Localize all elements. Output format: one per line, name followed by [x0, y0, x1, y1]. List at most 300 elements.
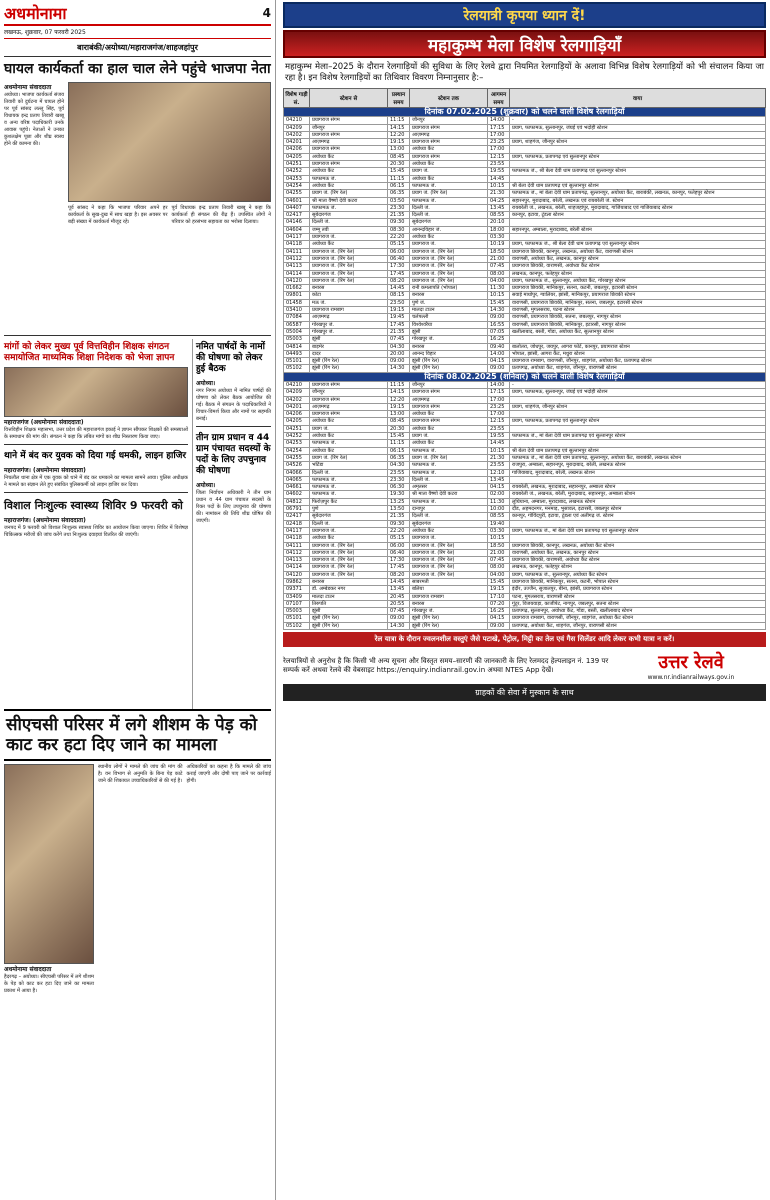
table-cell: 23:25	[488, 403, 510, 410]
table-cell: 23:25	[488, 139, 510, 146]
table-cell: तिरुपति	[310, 600, 388, 607]
table-cell	[510, 146, 766, 153]
table-cell: प्रयागराज संगम	[310, 396, 388, 403]
story1-headline: घायल कार्यकर्ता का हाल चाल लेने पहुंचे भाजपा नेता	[4, 61, 271, 77]
table-cell: 04:15	[488, 358, 510, 365]
table-cell: प्रयागराज जं. (रिंग रेल)	[410, 263, 488, 270]
table-cell: बालोतरा, जोधपुर, जयपुर, आगरा फोर्ट, कानपुर, प्रयागराज स्टेशन	[510, 343, 766, 350]
table-cell: 16:25	[488, 608, 510, 615]
table-row	[284, 131, 766, 138]
table-cell: 04251	[284, 425, 310, 432]
table-cell: 01662	[284, 285, 310, 292]
table-cell: 03410	[284, 307, 310, 314]
table-cell: 09:00	[488, 622, 510, 629]
table-cell: 17:30	[388, 557, 410, 564]
table-row	[284, 255, 766, 262]
table-cell: प्रयाग, फाफामऊ, प्रतापगढ़ एवं सुल्तानपुर स्टेशन	[510, 153, 766, 160]
table-cell: अयोध्या कैंट	[310, 447, 388, 454]
table-cell: 06587	[284, 321, 310, 328]
table-row	[284, 542, 766, 549]
table-cell: प्रयागराज संगम	[310, 117, 388, 124]
northern-railway-url[interactable]: www.nr.indianrailways.gov.in	[647, 674, 735, 682]
table-row	[284, 146, 766, 153]
table-cell: 04812	[284, 498, 310, 505]
table-cell: गोरखपुर जं.	[310, 328, 388, 335]
side1-headline: नमित पार्षदों के नामों की घोषणा को लेकर हुई बैठक	[196, 342, 265, 374]
table-cell: झूंसी	[410, 328, 488, 335]
table-cell: रायबरेली जं., लखनऊ, बरेली, मुरादाबाद, सहारनपुर, अम्बाला स्टेशन	[510, 491, 766, 498]
table-row	[284, 350, 766, 357]
table-cell: 17:10	[488, 593, 510, 600]
table-cell: 15:45	[388, 168, 410, 175]
table-cell	[510, 411, 766, 418]
table-row	[284, 476, 766, 483]
table-cell: 14:15	[388, 124, 410, 131]
table-cell: अयोध्या कैंट	[310, 168, 388, 175]
table-cell: प्रयागराज रामबाग	[410, 593, 488, 600]
table-cell: 04:30	[388, 462, 410, 469]
table-cell: जौनपुर	[310, 389, 388, 396]
table-cell: बलिया	[410, 586, 488, 593]
table-cell: प्रयागराज छिवकी, वाराणसी, अयोध्या कैंट स्टेशन	[510, 557, 766, 564]
table-cell: दिल्ली जं.	[410, 513, 488, 520]
story5-body3: अधिकारियों का कहना है कि मामले की जांच कराई जाएगी और दोषी पाए जाने पर कार्रवाई होगी।	[186, 764, 271, 784]
table-cell: बनारस	[410, 600, 488, 607]
table-cell: अयोध्या कैंट	[310, 241, 388, 248]
table-cell: 04113	[284, 263, 310, 270]
table-row	[284, 513, 766, 520]
table-cell: प्रयागराज जं. (रिंग रेल)	[310, 571, 388, 578]
table-cell: 09:00	[488, 365, 510, 372]
table-cell: गोरखपुर जं.	[410, 608, 488, 615]
table-row	[284, 197, 766, 204]
table-cell: 09862	[284, 579, 310, 586]
table-cell: फाफामऊ जं.	[310, 175, 388, 182]
table-cell: 19:30	[388, 491, 410, 498]
table-cell: 08:00	[488, 564, 510, 571]
table-cell	[510, 440, 766, 447]
table-cell: 04251	[284, 161, 310, 168]
table-row	[284, 328, 766, 335]
table-cell: 04604	[284, 226, 310, 233]
table-cell: फाफामऊ जं.	[310, 204, 388, 211]
story4-body: जनपद में 9 फरवरी को विशाल निःशुल्क स्वास्थ्य शिविर का आयोजन किया जाएगा। शिविर में विशेषज्ञ चिकित्सक मरीजों की जांच करेंगे तथा निःशुल्क दवाइयां वितरित की जाएंगी।	[4, 525, 188, 538]
table-cell: अयोध्या कैंट	[310, 535, 388, 542]
table-row	[284, 622, 766, 629]
table-row	[284, 241, 766, 248]
table-cell	[510, 520, 766, 527]
table-cell: 04253	[284, 440, 310, 447]
table-cell: 05102	[284, 622, 310, 629]
table-cell: जौनपुर	[310, 124, 388, 131]
table-cell: 14:00	[488, 350, 510, 357]
story2-byline: महाराजगंज (अधमोनामा संवाददाता)	[4, 419, 84, 426]
story2-photo	[4, 367, 188, 417]
table-cell: 06:30	[388, 484, 410, 491]
table-cell: प्रयागराज जं. (रिंग रेल)	[310, 248, 388, 255]
table-cell: प्रयाग, फाफामऊ जं., सुल्तानपुर, अयोध्या कैंट, गोरखपुर स्टेशन	[510, 277, 766, 284]
table-cell: प्रयागराज संगम	[410, 139, 488, 146]
table-cell: 23:55	[488, 425, 510, 432]
table-cell: 07084	[284, 314, 310, 321]
table-cell: वाराणसी, मुगलसराय, पटना स्टेशन	[510, 307, 766, 314]
story1-body1: अयोध्या। भाजपा कार्यकर्ता संजय तिवारी को दुर्घटना में घायल होने पर पूर्व सांसद लल्लू सिंह, पूर्व विधायक इन्द्र प्रताप तिवारी खब्बू व अन्य वरिष्ठ पदाधिकारी उनके आवास पहुंचे। नेताओं ने उनका कुशलक्षेम पूछा और शीघ्र स्वस्थ होने की कामना की।	[4, 92, 64, 147]
table-cell: श्री माता वैष्णो देवी कटरा	[310, 197, 388, 204]
table-cell: प्रयागराज रामबाग	[310, 307, 388, 314]
table-cell: प्रयागराज संगम	[310, 381, 388, 388]
table-cell: 03:30	[488, 234, 510, 241]
table-cell: 23:55	[488, 161, 510, 168]
table-cell: प्रयागराज संगम	[410, 389, 488, 396]
table-row	[284, 498, 766, 505]
table-cell: 18:00	[488, 226, 510, 233]
table-cell: 10:15	[488, 447, 510, 454]
table-cell: 22:20	[388, 234, 410, 241]
mela-title: महाकुम्भ मेला विशेष रेलगाड़ियाँ	[283, 30, 766, 58]
table-cell: प्रयागराज छिवकी, मानिकपुर, सतना, कटनी, जबलपुर, इटारसी स्टेशन	[510, 285, 766, 292]
table-cell: 23:55	[388, 469, 410, 476]
intro-text: महाकुम्भ मेला–2025 के दौरान रेलगाड़ियों की सुविधा के लिए रेलवे द्वारा नियमित रेलगाड़ियों के अलावा विभिन्न विशेष रेलगाड़ियों को भी संचालन किया जा रहा है। इन विशेष रेलगाड़ियों का तिथिवार विवरण निम्नानुसार है:–	[285, 62, 764, 83]
table-cell: झूंसी (रिंग रेल)	[410, 358, 488, 365]
story3-body: निचलौल थाना क्षेत्र में एक युवक को थाने में बंद कर धमकाने का मामला सामने आया। पुलिस अधीक्षक ने मामले का संज्ञान लेते हुए संबंधित पुलिसकर्मी को लाइन हाजिर कर दिया।	[4, 475, 188, 488]
table-cell: 04206	[284, 411, 310, 418]
table-cell: 11:15	[388, 381, 410, 388]
col-header-train: विशेष गाड़ी सं.	[284, 89, 310, 108]
table-row	[284, 381, 766, 388]
table-cell: 04493	[284, 350, 310, 357]
side1-body: नगर निगम अयोध्या में नामित पार्षदों की घोषणा को लेकर बैठक आयोजित की गई। बैठक में संगठन के पदाधिकारियों ने विचार-विमर्श किया और नामों पर सहमति बनाई।	[196, 388, 271, 422]
table-cell: 21:30	[488, 190, 510, 197]
table-cell: 17:00	[488, 411, 510, 418]
table-cell: प्रयागराज जं. (रिंग रेल)	[410, 270, 488, 277]
table-cell: 04120	[284, 571, 310, 578]
table-row	[284, 571, 766, 578]
table-cell: 17:45	[388, 321, 410, 328]
table-cell: 04254	[284, 447, 310, 454]
table-cell: 06791	[284, 506, 310, 513]
table-cell: फाफामऊ जं.	[310, 491, 388, 498]
table-cell: 19:40	[488, 520, 510, 527]
table-cell: 09:00	[388, 358, 410, 365]
table-cell: 04113	[284, 557, 310, 564]
table-cell: 04066	[284, 469, 310, 476]
table-cell: 04111	[284, 542, 310, 549]
story5-body1: हैदरगढ़ – अयोध्या। सीएचसी परिसर में लगे शीशम के पेड़ को काट कर हटा दिए जाने का मामला प्रकाश में आया है।	[4, 974, 94, 994]
table-row	[284, 343, 766, 350]
table-cell: प्रयाग, फाफामऊ, सुल्तानपुर, जंघई एवं भदोही स्टेशन	[510, 124, 766, 131]
table-row	[284, 248, 766, 255]
table-cell: अयोध्या कैंट	[410, 411, 488, 418]
table-cell: 04117	[284, 234, 310, 241]
table-cell: 10:15	[488, 182, 510, 189]
table-cell: प्रयाग, शाहगंज, जौनपुर स्टेशन	[510, 139, 766, 146]
table-cell: वाराणसी, अयोध्या कैंट, लखनऊ, कानपुर स्टेशन	[510, 255, 766, 262]
table-cell: 04210	[284, 381, 310, 388]
story4-headline: विशाल निःशुल्क स्वास्थ्य शिविर 9 फरवरी को	[4, 499, 183, 512]
table-cell: रायबरेली, लखनऊ, मुरादाबाद, सहारनपुर, अम्बाला स्टेशन	[510, 484, 766, 491]
table-cell: भटिंडा	[310, 462, 388, 469]
table-cell: प्रयाग, फाफामऊ जं., मां बेला देवी धाम प्रतापगढ़ एवं सुल्तानपुर स्टेशन	[510, 527, 766, 534]
table-cell: झूंसी (रिंग रेल)	[410, 622, 488, 629]
table-cell: झूंसी (रिंग रेल)	[410, 615, 488, 622]
table-cell: अयोध्या कैंट	[310, 433, 388, 440]
table-cell: प्रयागराज जं. (रिंग रेल)	[310, 549, 388, 556]
story5-photo	[4, 764, 94, 964]
table-cell: प्रयाग जं. (रिंग रेल)	[410, 454, 488, 461]
table-row	[284, 321, 766, 328]
table-cell: आज़मगढ़	[410, 396, 488, 403]
table-row	[284, 299, 766, 306]
table-cell: 08:55	[488, 513, 510, 520]
table-cell: 01458	[284, 299, 310, 306]
table-cell: 19:15	[388, 307, 410, 314]
table-cell: 12:20	[388, 131, 410, 138]
table-row	[284, 433, 766, 440]
table-cell	[510, 219, 766, 226]
table-cell: 14:00	[488, 381, 510, 388]
table-cell: 05101	[284, 615, 310, 622]
table-cell: प्रयागराज संगम	[310, 161, 388, 168]
table-cell: अमृतसर	[410, 484, 488, 491]
table-cell: 23:50	[388, 299, 410, 306]
footnote: रेलयात्रियों से अनुरोध है कि किसी भी अन्य सूचना और विस्तृत समय–सारणी की जानकारी के लिए रेलमदद हेल्पलाइन नं. 139 पर सम्पर्क करें अथवा रेलवे की वेबसाइट https://enquiry.indianrail.gov.in अथवा NTES App देखें।	[283, 656, 609, 674]
table-cell: 04205	[284, 418, 310, 425]
table-cell: प्रयागराज जं. (रिंग रेल)	[310, 255, 388, 262]
table-cell: प्रयागराज छिवकी, वाराणसी, अयोध्या कैंट स्टेशन	[510, 263, 766, 270]
table-cell: प्रयागराज जं. (रिंग रेल)	[310, 564, 388, 571]
story5-headline: सीएचसी परिसर में लगे शीशम के पेड़ को काट कर हटा दिए जाने का मामला	[4, 709, 271, 761]
table-cell: दिल्ली जं.	[410, 476, 488, 483]
table-cell: प्रयागराज संगम	[310, 131, 388, 138]
table-cell: 06:35	[388, 454, 410, 461]
table-cell: फाफामऊ जं., श्री बेला देवी धाम प्रतापगढ़ एवं सुल्तानपुर स्टेशन	[510, 168, 766, 175]
table-cell: झूंसी (रिंग रेल)	[310, 365, 388, 372]
table-cell: 04205	[284, 153, 310, 160]
table-cell: 05101	[284, 358, 310, 365]
table-cell: 20:10	[488, 219, 510, 226]
table-cell: दिल्ली जं.	[310, 520, 388, 527]
table-cell: प्रयागराज जं.	[310, 527, 388, 534]
table-cell: 15:45	[488, 299, 510, 306]
col-header-via: वाया	[510, 89, 766, 108]
table-cell: 04407	[284, 204, 310, 211]
table-cell: 04206	[284, 146, 310, 153]
col-header-to: स्टेशन तक	[410, 89, 488, 108]
table-cell: 17:45	[388, 270, 410, 277]
table-row	[284, 270, 766, 277]
table-header-row	[284, 89, 766, 108]
table-cell: 14:45	[488, 175, 510, 182]
table-cell: 15:45	[388, 433, 410, 440]
table-cell: सूबेदारगंज	[410, 520, 488, 527]
table-cell	[510, 131, 766, 138]
table-cell: 18:50	[488, 542, 510, 549]
table-cell: 20:30	[388, 161, 410, 168]
table-row	[284, 520, 766, 527]
table-cell: सूबेदारगंज	[410, 219, 488, 226]
footer	[283, 650, 766, 681]
table-cell: पटना, मुगलसराय, वाराणसी स्टेशन	[510, 593, 766, 600]
table-cell: 11:30	[488, 285, 510, 292]
table-row	[284, 484, 766, 491]
table-cell: प्रयाग जं.	[410, 433, 488, 440]
table-cell: प्रयागराज जं. (रिंग रेल)	[410, 248, 488, 255]
table-cell: 08:20	[388, 277, 410, 284]
table-cell: 13:25	[388, 498, 410, 505]
table-cell: 04:15	[488, 484, 510, 491]
table-cell: प्रयागराज जं. (रिंग रेल)	[410, 549, 488, 556]
table-cell: 02418	[284, 520, 310, 527]
table-cell: फाफामऊ जं., मां बेला देवी धाम प्रतापगढ़ एवं सुल्तानपुर स्टेशन	[510, 433, 766, 440]
table-cell: 04252	[284, 433, 310, 440]
table-cell: 17:00	[488, 396, 510, 403]
table-cell: वाराणसी, प्रयागराज छिवकी, मानिकपुर, सतना, जबलपुर, इटारसी स्टेशन	[510, 299, 766, 306]
table-cell: 11:15	[388, 117, 410, 124]
table-cell: अयोध्या कैंट	[410, 425, 488, 432]
safety-warning: रेल यात्रा के दौरान ज्वलनशील वस्तुएं जैसे पटाखे, पेट्रोल, मिट्टी का तेल एवं गैस सिलेंडर आदि लेकर कभी यात्रा न करें।	[283, 632, 766, 647]
table-cell: 19:45	[388, 314, 410, 321]
table-cell: 08:15	[388, 292, 410, 299]
table-cell: 04065	[284, 476, 310, 483]
table-cell: प्रयाग, फाफामऊ, सुल्तानपुर, जंघई एवं भदोही स्टेशन	[510, 389, 766, 396]
table-row	[284, 175, 766, 182]
table-cell: 21:30	[488, 454, 510, 461]
table-row	[284, 549, 766, 556]
table-cell: 07107	[284, 600, 310, 607]
table-row	[284, 234, 766, 241]
table-cell: 17:30	[388, 263, 410, 270]
table-cell: जम्मू तवी	[310, 226, 388, 233]
table-cell: झूंसी	[310, 608, 388, 615]
table-cell: झूंसी (रिंग रेल)	[310, 358, 388, 365]
table-cell: 09371	[284, 586, 310, 593]
table-cell: श्री बेला देवी धाम प्रतापगढ़ एवं सुल्तानपुर स्टेशन	[510, 182, 766, 189]
table-cell: फाफामऊ जं.	[410, 447, 488, 454]
table-cell: 08:00	[488, 270, 510, 277]
service-slogan: ग्राहकों की सेवा में मुस्कान के साथ	[283, 684, 766, 701]
table-cell: प्रयागराज जं. (रिंग रेल)	[310, 277, 388, 284]
table-cell: कानपुर, इटावा, टूंडला स्टेशन	[510, 212, 766, 219]
table-cell: 17:15	[488, 124, 510, 131]
table-cell: 04255	[284, 454, 310, 461]
table-cell: गुंटूर, विजयवाड़ा, काजीपेट, नागपुर, जबलपुर, सतना स्टेशन	[510, 600, 766, 607]
table-row	[284, 615, 766, 622]
table-cell: 04118	[284, 535, 310, 542]
col-header-arr: आगमन समय	[488, 89, 510, 108]
table-cell: 04:00	[488, 571, 510, 578]
table-cell: प्रयागराज जं. (रिंग रेल)	[410, 564, 488, 571]
table-cell: प्रयाग, शाहगंज, जौनपुर स्टेशन	[510, 403, 766, 410]
table-row	[284, 564, 766, 571]
table-cell: फाफामऊ जं.	[410, 462, 488, 469]
story1-byline: अधमोनामा संवाददाता	[4, 84, 52, 91]
table-cell: 06:15	[388, 447, 410, 454]
table-cell: 20:55	[388, 600, 410, 607]
table-cell: डॉ. अम्बेडकर नगर	[310, 586, 388, 593]
table-cell: 05:15	[388, 535, 410, 542]
table-row	[284, 462, 766, 469]
table-cell: अयोध्या कैंट	[410, 527, 488, 534]
table-row	[284, 506, 766, 513]
col-header-dep: प्रस्थान समय	[388, 89, 410, 108]
table-cell: -	[510, 117, 766, 124]
table-cell: 14:45	[388, 285, 410, 292]
table-cell: अयोध्या कैंट	[310, 182, 388, 189]
table-cell: 17:00	[488, 146, 510, 153]
table-cell: आनन्दविहार जं.	[410, 226, 488, 233]
table-cell: 04:15	[488, 615, 510, 622]
table-cell: 04255	[284, 190, 310, 197]
table-cell: सवाई माधोपुर, ग्वालियर, झांसी, मानिकपुर, प्रयागराज छिवकी स्टेशन	[510, 292, 766, 299]
table-cell: प्रयाग, फाफामऊ जं., सुल्तानपुर, अयोध्या कैंट स्टेशन	[510, 571, 766, 578]
table-cell: गोरखपुर जं.	[410, 336, 488, 343]
table-cell: 09801	[284, 292, 310, 299]
table-cell: 12:20	[388, 396, 410, 403]
table-cell: बनारस	[310, 579, 388, 586]
table-cell: 06:40	[388, 255, 410, 262]
table-cell: प्रयाग जं. (रिंग रेल)	[410, 190, 488, 197]
table-row	[284, 440, 766, 447]
table-cell: रायबरेली जं., लखनऊ, बरेली, शाहजहांपुर, मुरादाबाद, गाजियाबाद एवं गाजियाबाद स्टेशन	[510, 204, 766, 211]
table-row	[284, 153, 766, 160]
story5-body2: स्थानीय लोगों ने मामले की जांच की मांग की है। वन विभाग से अनुमति के बिना पेड़ काटे जाने की शिकायत उच्चाधिकारियों से की गई है।	[98, 764, 183, 784]
story3-headline: थाने में बंद कर युवक को दिया गई धमकी, लाइन हाजिर	[4, 451, 187, 461]
col-header-from: स्टेशन से	[310, 89, 388, 108]
table-cell: 14:30	[488, 307, 510, 314]
table-row	[284, 190, 766, 197]
table-cell: 10:15	[488, 292, 510, 299]
table-cell: सूबेदारगंज	[310, 513, 388, 520]
table-cell: 21:00	[488, 549, 510, 556]
table-cell: प्रयाग जं. (रिंग रेल)	[310, 190, 388, 197]
table-cell: प्रयागराज जं.	[410, 241, 488, 248]
table-cell: 08:20	[388, 571, 410, 578]
table-cell	[510, 425, 766, 432]
table-cell: बाड़मेर	[310, 343, 388, 350]
table-row	[284, 285, 766, 292]
table-cell: 08:45	[388, 418, 410, 425]
table-row	[284, 491, 766, 498]
table-cell: दिल्ली जं.	[410, 204, 488, 211]
table-cell: प्रयागराज जं. (रिंग रेल)	[410, 255, 488, 262]
table-cell: 04814	[284, 343, 310, 350]
table-cell: 04114	[284, 270, 310, 277]
table-row	[284, 117, 766, 124]
table-cell: प्रयागराज छिवकी, कानपुर, लखनऊ, अयोध्या कैंट स्टेशन	[510, 542, 766, 549]
table-cell: रानी कमलापति (भोपाल)	[410, 285, 488, 292]
table-cell: 04:25	[488, 197, 510, 204]
table-cell: वाराणसी, अयोध्या कैंट, लखनऊ, कानपुर स्टेशन	[510, 549, 766, 556]
table-cell: 10:15	[488, 535, 510, 542]
table-cell: 08:30	[388, 226, 410, 233]
table-cell: कोटा	[310, 292, 388, 299]
table-cell: खलीलाबाद, बस्ती, गोंडा, अयोध्या कैंट, सुल्तानपुर स्टेशन	[510, 328, 766, 335]
table-cell: 04661	[284, 484, 310, 491]
table-cell: 07:45	[488, 557, 510, 564]
table-cell: 05003	[284, 608, 310, 615]
page-number: 4	[262, 6, 271, 20]
table-cell: पुणे जं.	[410, 299, 488, 306]
dateline-left: लखनऊ, शुक्रवार, 07 फरवरी 2025	[4, 29, 86, 36]
table-cell: प्रतापगढ़, अयोध्या कैंट, शाहगंज, जौनपुर, वाराणसी स्टेशन	[510, 622, 766, 629]
table-row	[284, 219, 766, 226]
table-cell: 04602	[284, 491, 310, 498]
table-cell: 21:00	[488, 255, 510, 262]
table-cell: 07:20	[488, 600, 510, 607]
table-cell: 05004	[284, 328, 310, 335]
table-row	[284, 204, 766, 211]
table-row	[284, 277, 766, 284]
